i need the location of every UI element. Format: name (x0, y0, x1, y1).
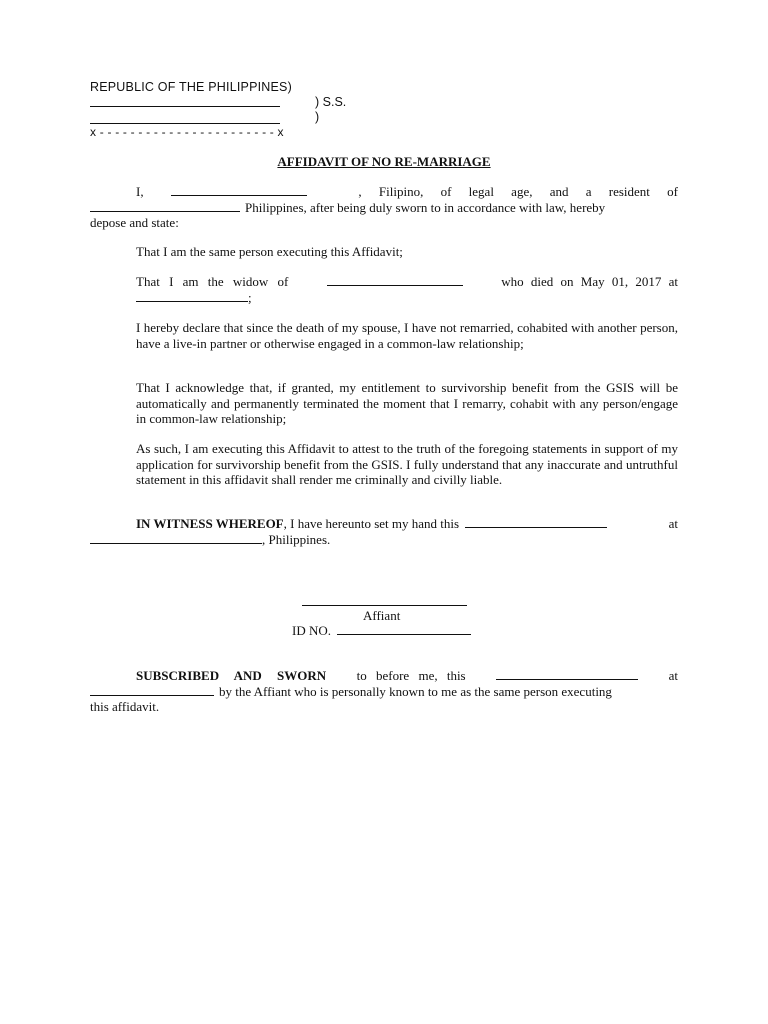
statement-5: As such, I am executing this Affidavit to attest to the truth of the foregoing statements in support of my application for survivorship benefit from the GSIS. I fully understand that any inaccurate and untruthful statement in this affidavit shall render me criminally and civilly liable. (136, 441, 678, 487)
jurat-date-blank (496, 668, 638, 680)
witness-text-a: , I have hereunto set my hand this (283, 516, 460, 531)
statement-2-b: who died on May 01, 2017 at (501, 274, 678, 289)
witness-line-1 (90, 516, 678, 532)
document-title: AFFIDAVIT OF NO RE-MARRIAGE (277, 154, 491, 169)
statement-3: I hereby declare that since the death of my spouse, I have not remarried, cohabited with another person, have a live-in partner or otherwise engaged in a common-law relationship; (136, 320, 678, 351)
witness-paragraph (90, 516, 678, 547)
statement-1: That I am the same person executing this Affidavit; (136, 244, 403, 259)
caption-republic: REPUBLIC OF THE PHILIPPINES) (90, 80, 292, 94)
caption-blank-line-1 (90, 106, 280, 107)
intro-line-1 (90, 184, 678, 200)
statement-2-line-1 (136, 274, 678, 290)
jurat-line-2 (90, 684, 678, 700)
affiant-label: Affiant (363, 608, 401, 623)
statement-2-a: That I am the widow of (136, 274, 289, 289)
name-blank (171, 184, 307, 196)
intro-text-a: , Filipino, of legal age, and a resident of (358, 184, 678, 199)
caption-blank-line-2 (90, 123, 280, 124)
residence-blank (90, 200, 240, 212)
statement-4: That I acknowledge that, if granted, my entitlement to survivorship benefit from the GSIS will be automatically and permanently terminated the moment that I remarry, cohabit with any person/engage in common-law relationship; (136, 380, 678, 426)
witness-bold: IN WITNESS WHEREOF (136, 516, 284, 531)
caption-ss: ) S.S. (315, 95, 347, 109)
intro-text-b: Philippines, after being duly sworn to in accordance with law, hereby (245, 199, 606, 215)
caption-paren: ) (315, 110, 320, 124)
jurat-text-a: to before me, this (356, 668, 466, 683)
id-number-row (292, 623, 471, 638)
witness-line-2 (90, 532, 678, 548)
id-label: ID NO. (292, 623, 331, 638)
affiant-signature-line (302, 605, 467, 606)
witness-place-blank (90, 532, 262, 544)
intro-text-c: depose and state: (90, 215, 179, 230)
intro-paragraph (90, 184, 678, 231)
jurat-line-1 (90, 668, 678, 684)
jurat-bold: SUBSCRIBED AND SWORN (136, 668, 327, 683)
death-place-blank (136, 290, 248, 302)
caption-separator: x - - - - - - - - - - - - - - - - - - - - - - - x (90, 125, 284, 139)
id-number-blank (337, 623, 471, 635)
statement-2 (136, 274, 678, 305)
jurat-paragraph (90, 668, 678, 715)
jurat-text-c: this affidavit. (90, 699, 160, 714)
jurat-place-blank (90, 684, 214, 696)
witness-at: at (668, 516, 678, 531)
jurat-at: at (668, 668, 678, 683)
date-blank (465, 516, 607, 528)
statement-2-end: ; (248, 289, 252, 305)
spouse-name-blank (327, 274, 463, 286)
witness-end: , Philippines. (262, 531, 331, 547)
statement-2-line-2 (136, 290, 678, 306)
jurat-text-b: by the Affiant who is personally known to me as the same person executing (219, 683, 612, 699)
intro-line-2 (90, 200, 678, 216)
intro-i: I, (136, 184, 144, 199)
